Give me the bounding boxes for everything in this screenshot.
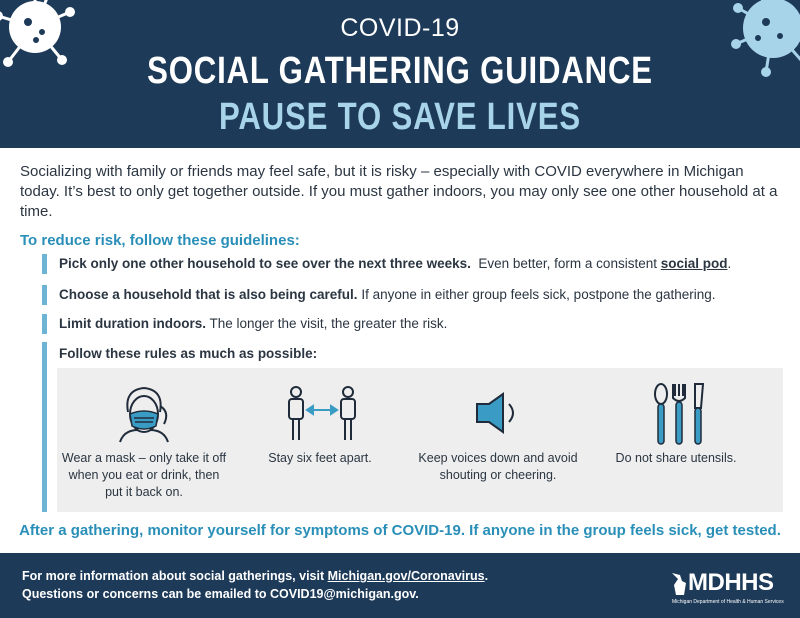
rules-heading: Follow these rules as much as possible:	[59, 346, 318, 361]
social-pod-link[interactable]: social pod	[660, 256, 728, 271]
guideline-3-bold: Limit duration indoors.	[59, 316, 206, 331]
guideline-1-bold: Pick only one other household to see over the next three weeks.	[59, 256, 471, 271]
header-subtitle: COVID-19	[340, 14, 460, 42]
rule-mask	[59, 368, 229, 512]
rules-section	[42, 342, 783, 512]
guideline-item-2	[42, 285, 716, 305]
guideline-1-text: Even better, form a consistent	[470, 256, 661, 271]
after-gathering-note: After a gathering, monitor yourself for symptoms of COVID-19. If anyone in the group feels sick, get tested.	[19, 522, 781, 539]
header-tagline: PAUSE TO SAVE LIVES	[219, 96, 581, 138]
footer-line-1-prefix: For more information about social gatherings, visit	[22, 569, 328, 583]
guideline-1-after: .	[727, 256, 732, 271]
footer-line-1	[22, 569, 488, 583]
rule-mask-text: Wear a mask – only take it off when you eat or drink, then put it back on.	[61, 451, 227, 499]
logo-subtext: Michigan Department of Health & Human Services	[672, 599, 784, 605]
guideline-3-text: The longer the visit, the greater the risk.	[206, 316, 448, 331]
michigan-map-icon	[670, 571, 690, 597]
rule-distance	[235, 368, 405, 512]
guideline-2-text: If anyone in either group feels sick, postpone the gathering.	[357, 287, 716, 302]
face-mask-icon	[114, 382, 174, 444]
footer-line-2: Questions or concerns can be emailed to COVID19@michigan.gov.	[22, 587, 419, 601]
coronavirus-website-link[interactable]: Michigan.gov/Coronavirus	[327, 569, 485, 583]
utensils-icon	[651, 382, 707, 446]
guideline-item-3	[42, 314, 447, 334]
rule-distance-text: Stay six feet apart.	[268, 451, 372, 465]
header-banner	[0, 0, 800, 148]
guideline-item-1	[42, 254, 731, 274]
rule-utensils-text: Do not share utensils.	[615, 451, 737, 465]
footer	[0, 553, 800, 618]
rule-voices-text: Keep voices down and avoid shouting or cheering.	[418, 451, 578, 482]
rule-voices	[413, 368, 583, 512]
logo-text: MDHHS	[688, 569, 774, 596]
guidelines-heading: To reduce risk, follow these guidelines:	[20, 232, 300, 249]
rule-utensils	[591, 368, 761, 512]
rules-panel	[57, 368, 783, 512]
intro-paragraph: Socializing with family or friends may feel safe, but it is risky – especially with COVID everywhere in Michigan today. It’s best to only get together outside. If you must gather indoors, you may only see one other household at a time.	[20, 163, 778, 220]
mdhhs-logo	[668, 567, 784, 613]
speaker-quiet-icon	[473, 390, 523, 436]
footer-line-1-suffix: .	[484, 569, 489, 583]
guideline-2-bold: Choose a household that is also being careful.	[59, 287, 358, 302]
page-title: SOCIAL GATHERING GUIDANCE	[147, 50, 653, 92]
six-feet-apart-icon	[285, 386, 359, 442]
